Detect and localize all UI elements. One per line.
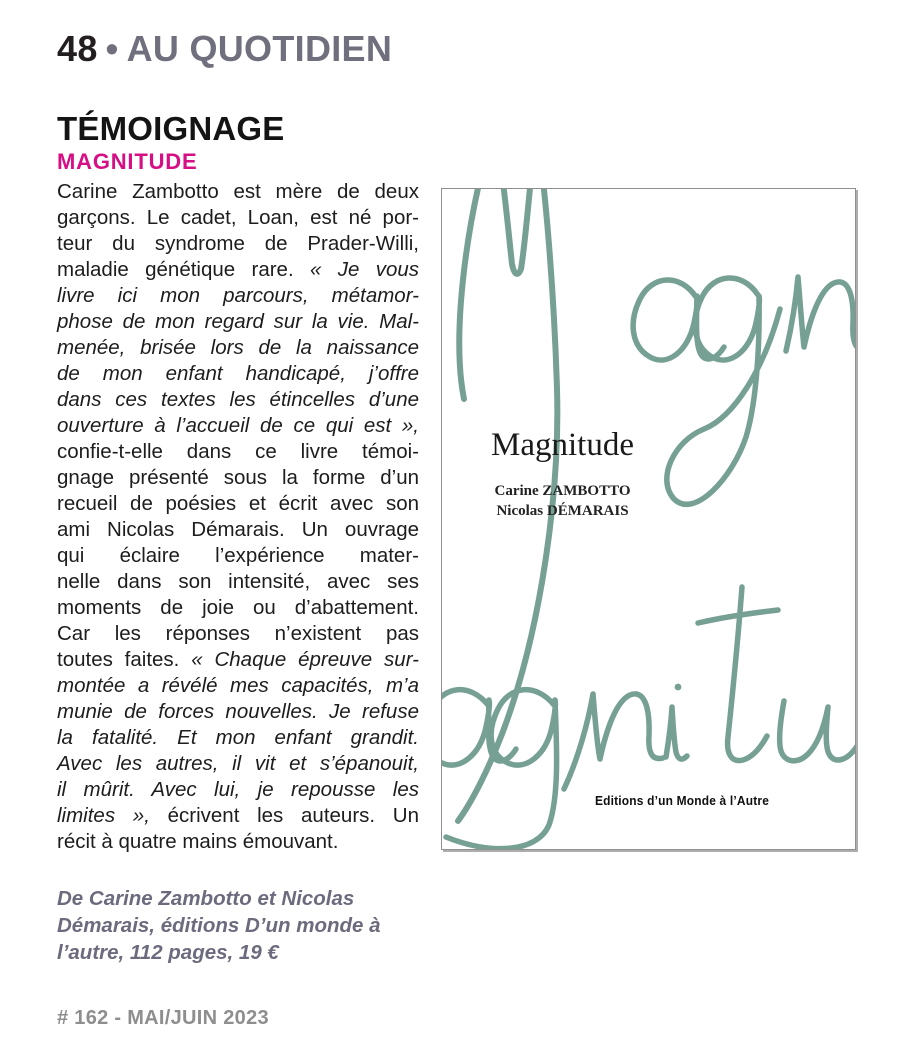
credit-line: Démarais, éditions D’un monde à [57, 914, 381, 937]
body-line: il mûrit. Avec lui, je repousse les [57, 778, 419, 801]
body-line: phose de mon regard sur la vie. Mal- [57, 310, 419, 333]
body-line: ami Nicolas Démarais. Un ouvrage [57, 518, 419, 541]
body-line: la fatalité. Et mon enfant grandit. [57, 726, 419, 749]
issue-footer: # 162 - MAI/JUIN 2023 [57, 1007, 269, 1029]
book-cover [441, 188, 856, 850]
body-line: nelle dans son intensité, avec ses [57, 570, 419, 593]
page-header [57, 28, 392, 70]
body-line: dans ces textes les étincelles d’une [57, 388, 419, 411]
body-line: recueil de poésies et écrit avec son [57, 492, 419, 515]
article-title: MAGNITUDE [57, 149, 198, 174]
body-line: montée a révélé mes capacités, m’a [57, 674, 419, 697]
body-line: menée, brisée lors de la naissance [57, 336, 419, 359]
cover-author-line: Carine ZAMBOTTO [494, 483, 631, 499]
cover-authors [460, 481, 665, 521]
body-line: moments de joie ou d’abattement. [57, 596, 419, 619]
body-line: récit à quatre mains émouvant. [57, 830, 339, 853]
header-bullet-separator: • [105, 28, 119, 69]
body-line: qui éclaire l’expérience mater- [57, 544, 419, 567]
article-body [57, 179, 419, 855]
body-line: limites », écrivent les auteurs. Un [57, 804, 420, 827]
credit-line: De Carine Zambotto et Nicolas [57, 887, 355, 910]
cover-author-line: Nicolas DÉMARAIS [496, 503, 629, 519]
body-line: maladie génétique rare. « Je vous [57, 258, 419, 281]
body-line: toutes faites. « Chaque épreuve sur- [57, 648, 419, 671]
body-line: livre ici mon parcours, métamor- [57, 284, 419, 307]
body-line: Carine Zambotto est mère de deux [57, 180, 419, 203]
cover-book-title: Magnitude [491, 427, 634, 463]
credit-line: l’autre, 112 pages, 19 € [57, 941, 279, 964]
body-line: ouverture à l’accueil de ce qui est », [57, 414, 419, 437]
body-line: teur du syndrome de Prader-Willi, [57, 232, 419, 255]
body-line: Car les réponses n’existent pas [57, 622, 419, 645]
page-number: 48 [57, 28, 98, 69]
section-title: AU QUOTIDIEN [126, 28, 393, 69]
body-line: confie-t-elle dans ce livre témoi- [57, 440, 419, 463]
cover-publisher: Editions d’un Monde à l’Autre [594, 793, 770, 808]
script-word-agnitu-bottom [442, 587, 855, 849]
script-i-dot [675, 684, 682, 691]
book-credit [57, 885, 417, 966]
body-line: munie de forces nouvelles. Je refuse [57, 700, 419, 723]
body-line: de mon enfant handicapé, j’offre [57, 362, 419, 385]
body-line: garçons. Le cadet, Loan, est né por- [57, 206, 419, 229]
article-kicker: TÉMOIGNAGE [57, 110, 285, 147]
body-line: Avec les autres, il vit et s’épanouit, [57, 752, 419, 775]
body-line: gnage présenté sous la forme d’un [57, 466, 419, 489]
